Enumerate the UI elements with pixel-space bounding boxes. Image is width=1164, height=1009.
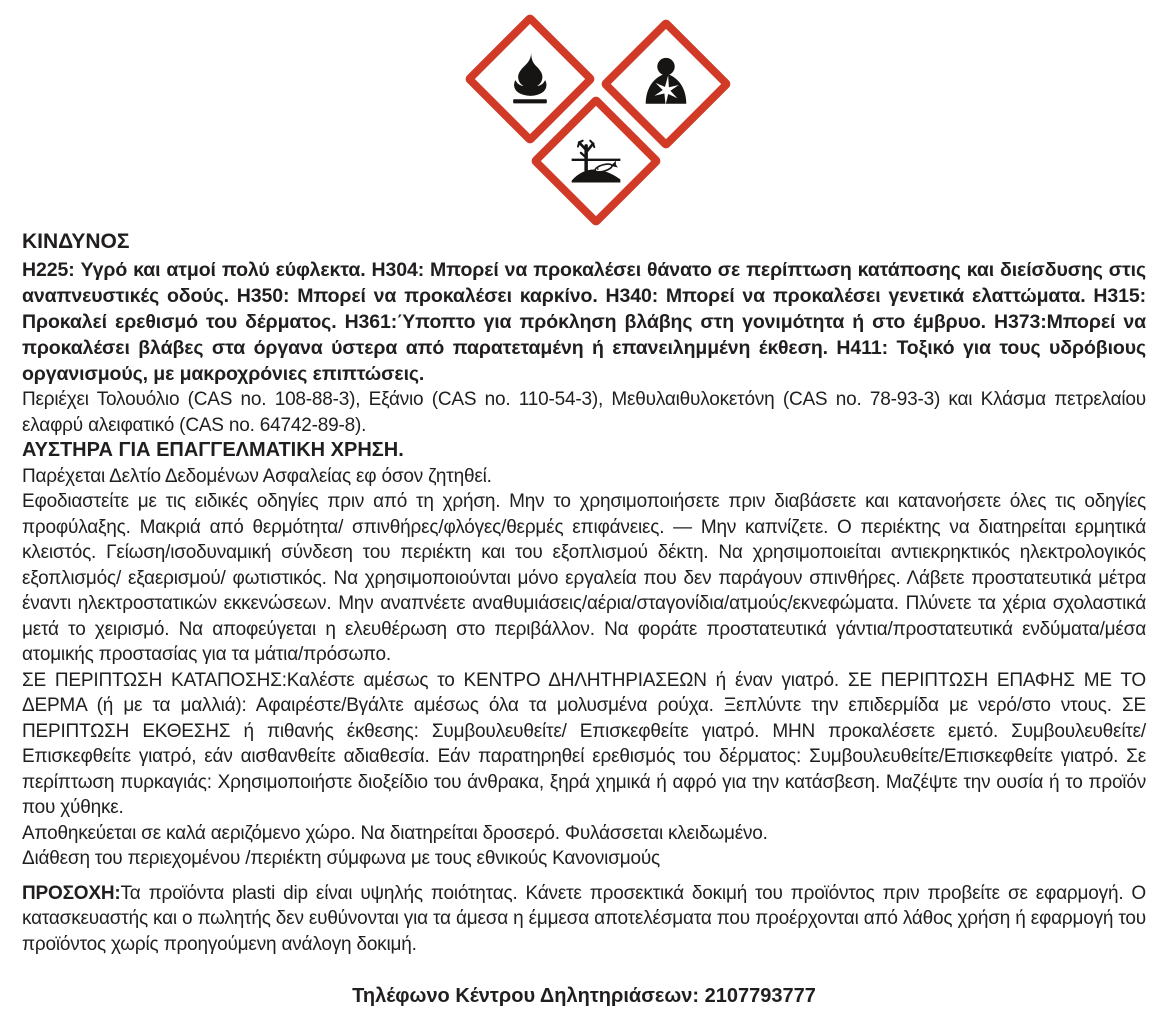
- sds-note: Παρέχεται Δελτίο Δεδομένων Ασφαλείας εφ όσον ζητηθεί.: [22, 465, 492, 487]
- health-hazard-icon: [637, 55, 695, 113]
- precautionary-statements: Εφοδιαστείτε με τις ειδικές οδηγίες πριν από τη χρήση. Μην το χρησιμοποιήσετε πριν διαβάσετε και κατανοήσετε όλες τις οδηγίες προφύλαξης. Μακριά από θερμότητα/ σπινθήρες/φλόγες/θερμές επιφάνειες. — Μην καπνίζετε. Ο περιέκτης να διατηρείται ερμητικά κλειστός. Γείωση/ισοδυναμική σύνδεση του περιέκτη και του εξοπλισμού δέκτη. Να χρησιμοποιείται αντιεκρηκτικός ηλεκτρολογικός εξοπλισμός/ εξαερισμού/ φωτιστικός. Να χρησιμοποιούνται μόνο εργαλεία που δεν παράγουν σπινθήρες. Λάβετε προστατευτικά μέτρα έναντι ηλεκτροστατικών εκκενώσεων. Μην αναπνέετε αναθυμιάσεις/αέρια/σταγονίδια/ατμούς/εκνεφώματα. Πλύνετε τα χέρια σχολαστικά μετά το χειρισμό. Να αποφεύγεται η ελευθέρωση στο περιβάλλον. Να φοράτε προστατευτικά γάντια/προστατευτικά ενδύματα/μέσα ατομικής προστασίας για τα μάτια/πρόσωπο.: [22, 491, 1146, 666]
- ghs-pictograms: [22, 0, 1146, 228]
- disposal-statement: Διάθεση του περιεχομένου /περιέκτη σύμφωνα με τους εθνικούς Κανονισμούς: [22, 848, 660, 870]
- caution-text: Τα προϊόντα plasti dip είναι υψηλής ποιότητας. Κάνετε προσεκτικά δοκιμή του προϊόντος πριν προβείτε σε εφαρμογή. Ο κατασκευαστής και ο πωλητής δεν ευθύνονται για τα άμεσα η έμμεσα αποτελέσματα που προέρχονται από λάθος χρήση ή εφαρμογή του προϊόντος χωρίς προηγούμενη ανάλογη δοκιμή.: [22, 882, 1146, 955]
- flame-icon: [501, 50, 559, 108]
- hazard-statements: H225: Υγρό και ατμοί πολύ εύφλεκτα. H304: Μπορεί να προκαλέσει θάνατο σε περίπτωση κατάποσης και διείσδυσης στις αναπνευστικές οδούς. H350: Μπορεί να προκαλέσει καρκίνο. H340: Μπορεί να προκαλέσει γενετικά ελαττώματα. H315: Προκαλεί ερεθισμό του δέρματος. H361:Ύποπτο για πρόκληση βλάβης στη γονιμότητα ή στο έμβρυο. H373:Μπορεί να προκαλέσει βλάβες στα όργανα ύστερα από παρατεταμένη ή επανειλημμένη έκθεση. H411: Τοξικό για τους υδρόβιους οργανισμούς, με μακροχρόνιες επιπτώσεις.: [22, 259, 1146, 386]
- caution-label: ΠΡΟΣΟΧΗ:: [22, 882, 121, 904]
- caution-paragraph: [22, 881, 1146, 958]
- first-aid-statements: ΣΕ ΠΕΡΙΠΤΩΣΗ ΚΑΤΑΠΟΣΗΣ:Καλέστε αμέσως το ΚΕΝΤΡΟ ΔΗΛΗΤΗΡΙΑΣΕΩΝ ή έναν γιατρό. ΣΕ ΠΕΡΙΠΤΩΣΗ ΕΠΑΦΗΣ ΜΕ ΤΟ ΔΕΡΜΑ (ή με τα μαλλιά): Αφαιρέστε/Βγάλτε αμέσως όλα τα μολυσμένα ρούχα. Ξεπλύντε την επιδερμίδα με νερό/στο ντους. ΣΕ ΠΕΡΙΠΤΩΣΗ ΕΚΘΕΣΗΣ ή πιθανής έκθεσης: Συμβουλευθείτε/ Επισκεφθείτε γιατρό. ΜΗΝ προκαλέσετε εμετό. Συμβουλευθείτε/Επισκεφθείτε γιατρό, εάν αισθανθείτε αδιαθεσία. Εάν παρατηρηθεί ερεθισμός του δέρματος: Συμβουλευθείτε/Επισκεφθείτε γιατρό. Σε περίπτωση πυρκαγιάς: Χρησιμοποιήστε διοξείδιο του άνθρακα, ξηρά χημικά ή αφρό για την κατάσβεση. Μαζέψτε την ουσία ή το προϊόν που χύθηκε.: [22, 669, 1146, 819]
- poison-center-phone: Τηλέφωνο Κέντρου Δηλητηριάσεων: 2107793777: [352, 985, 816, 1008]
- contains-statement: Περιέχει Τολουόλιο (CAS no. 108-88-3), Εξάνιο (CAS no. 110-54-3), Μεθυλαιθυλοκετόνη (CAS no. 78-93-3) και Κλάσμα πετρελαίου ελαφρύ αλειφατικό (CAS no. 64742-89-8).: [22, 389, 1146, 436]
- signal-word: ΚΙΝΔΥΝΟΣ: [22, 230, 130, 253]
- environment-hazard-icon: [567, 132, 625, 190]
- storage-statement: Αποθηκεύεται σε καλά αεριζόμενο χώρο. Να διατηρείται δροσερό. Φυλάσσεται κλειδωμένο.: [22, 822, 768, 844]
- professional-use-heading: ΑΥΣΤΗΡΑ ΓΙΑ ΕΠΑΓΓΕΛΜΑΤΙΚΗ ΧΡΗΣΗ.: [22, 439, 404, 462]
